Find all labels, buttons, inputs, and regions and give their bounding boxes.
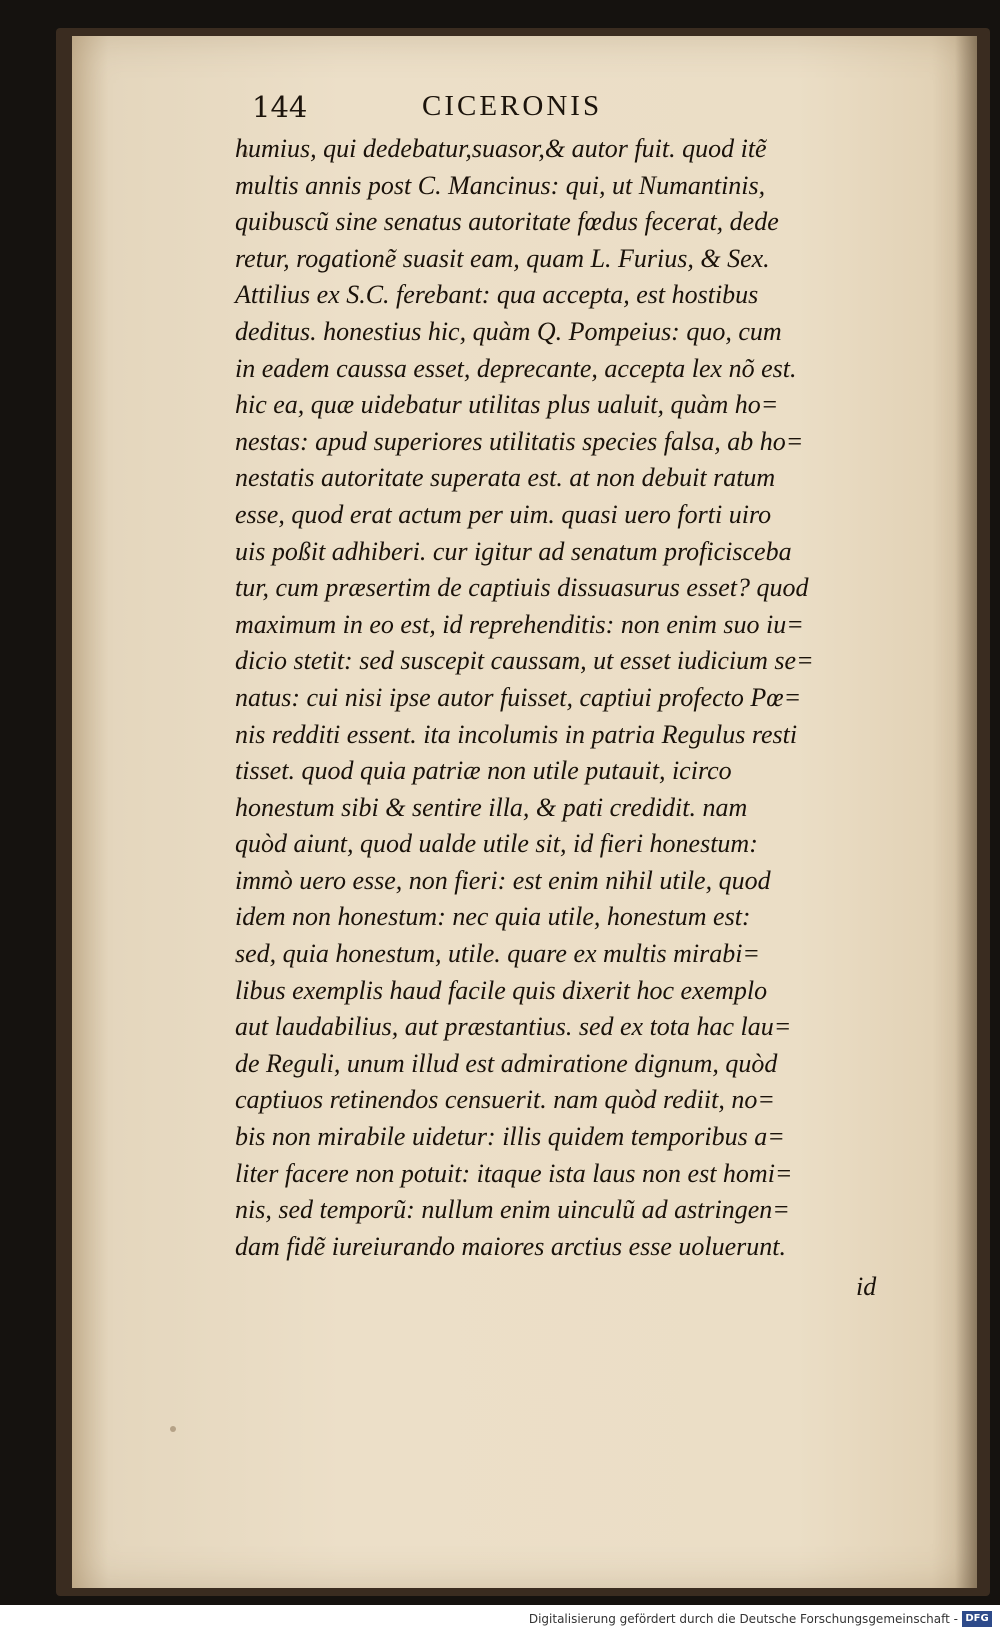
text-line: quibuscũ sine senatus autoritate fœdus fecerat, dede — [235, 207, 779, 237]
footer-bar — [0, 1605, 1000, 1635]
text-line: natus: cui nisi ipse autor fuisset, captiui profecto Pœ= — [235, 682, 802, 712]
text-line: libus exemplis haud facile quis dixerit hoc exemplo — [235, 975, 768, 1005]
funding-credit: Digitalisierung gefördert durch die Deutsche Forschungsgemeinschaft - — [528, 1612, 958, 1626]
text-line: quòd aiunt, quod ualde utile sit, id fieri honestum: — [235, 829, 758, 859]
gutter-shadow — [955, 36, 977, 1588]
text-line: idem non honestum: nec quia utile, honestum est: — [235, 902, 751, 932]
text-line: in eadem caussa esset, deprecante, accepta lex nõ est. — [235, 353, 797, 383]
text-line: nestas: apud superiores utilitatis species falsa, ab ho= — [235, 426, 804, 456]
text-line: tisset. quod quia patriæ non utile putauit, icirco — [235, 756, 732, 786]
text-line: tur, cum præsertim de captiuis dissuasurus esset? quod — [235, 573, 809, 603]
text-line: nis redditi essent. ita incolumis in patria Regulus resti — [235, 719, 798, 749]
text-line: Attilius ex S.C. ferebant: qua accepta, est hostibus — [235, 280, 759, 310]
text-line: maximum in eo est, id reprehenditis: non enim suo iu= — [235, 609, 804, 639]
body-text — [235, 131, 955, 1265]
text-line: deditus. honestius hic, quàm Q. Pompeius: quo, cum — [235, 316, 782, 346]
running-title: CICERONIS — [422, 90, 603, 122]
text-line: nestatis autoritate superata est. at non debuit ratum — [235, 463, 776, 493]
paper-spot — [170, 1426, 176, 1432]
text-line: captiuos retinendos censuerit. nam quòd rediit, no= — [235, 1085, 775, 1115]
text-line: aut laudabilius, aut præstantius. sed ex tota hac lau= — [235, 1012, 792, 1042]
text-line: immò uero esse, non fieri: est enim nihil utile, quod — [235, 865, 771, 895]
catchword: id — [856, 1272, 877, 1301]
text-line: dicio stetit: sed suscepit caussam, ut esset iudicium se= — [235, 646, 814, 676]
text-line: uis poßit adhiberi. cur igitur ad senatum proficisceba — [235, 536, 792, 566]
text-line: liter facere non potuit: itaque ista laus non est homi= — [235, 1158, 793, 1188]
text-line: retur, rogationẽ suasit eam, quam L. Furius, & Sex. — [235, 243, 770, 273]
text-line: dam fidẽ iureiurando maiores arctius esse uoluerunt. — [235, 1231, 787, 1261]
dfg-logo: DFG — [962, 1611, 992, 1627]
text-line: multis annis post C. Mancinus: qui, ut Numantinis, — [235, 170, 766, 200]
text-line: humius, qui dedebatur,suasor,& autor fuit. quod itẽ — [235, 134, 767, 163]
text-line: sed, quia honestum, utile. quare ex multis mirabi= — [235, 939, 760, 969]
text-line: honestum sibi & sentire illa, & pati credidit. nam — [235, 792, 748, 822]
text-line: hic ea, quæ uidebatur utilitas plus ualuit, quàm ho= — [235, 390, 779, 420]
text-line: de Reguli, unum illud est admiratione dignum, quòd — [235, 1048, 778, 1078]
text-line: esse, quod erat actum per uim. quasi uero forti uiro — [235, 499, 772, 529]
text-line: nis, sed temporũ: nullum enim uinculũ ad astringen= — [235, 1195, 790, 1225]
text-line: bis non mirabile uidetur: illis quidem temporibus a= — [235, 1122, 785, 1152]
page-number: 144 — [252, 90, 308, 124]
